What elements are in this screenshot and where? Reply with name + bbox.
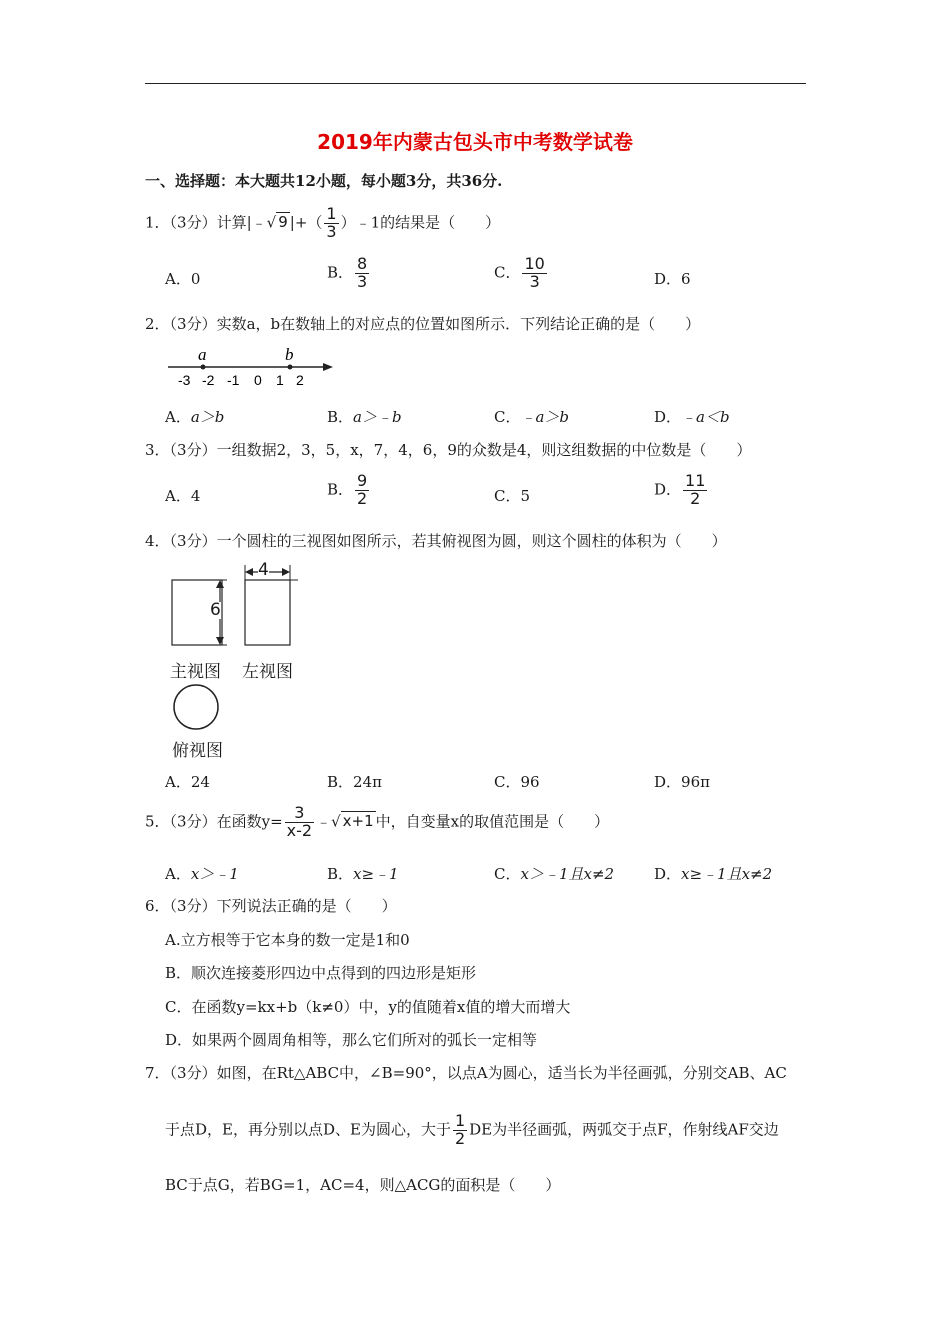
top-view-circle	[174, 685, 218, 729]
point-b-label: b	[285, 345, 294, 364]
point-a-label: a	[198, 345, 207, 364]
q5-text-mid: ﹣	[316, 812, 332, 831]
question-score: （3分）	[169, 532, 217, 550]
question-score: （3分）	[169, 315, 217, 333]
q4-option-d: D．96π	[654, 773, 710, 791]
q1-option-d: D．6	[654, 270, 691, 288]
q1-option-c: C． $\frac{10}{3}$	[494, 254, 545, 291]
q2-option-c: C．﹣a＞b	[494, 408, 570, 426]
q4-option-a: A．24	[165, 773, 210, 791]
question-score: （3分）	[169, 213, 217, 232]
q5-sqrt-arg: x+1	[342, 812, 374, 831]
left-view-label: 左视图	[242, 662, 293, 682]
q1-text-mid: |+（	[289, 213, 323, 232]
number-line-figure	[165, 343, 340, 391]
q3-option-a: A．4	[165, 487, 201, 505]
tick-label: 0	[254, 372, 262, 388]
q1-fraction: $\frac{1}{3}$	[326, 204, 337, 241]
dimension-height: 6	[210, 600, 221, 620]
question-7-line-2: 于点D，E，再分别以点D、E为圆心，大于 $\frac{1}{2}$ DE为半径画弧，两弧交于点F，作射线AF交边	[165, 1111, 779, 1148]
q6-option-c: C．在函数y=kx+b（k≠0）中，y的值随着x值的增大而增大	[165, 998, 571, 1016]
dimension-width: 4	[258, 560, 269, 580]
q3-option-b: B． $\frac{9}{2}$	[327, 471, 368, 508]
question-3-stem	[145, 439, 751, 460]
q1-text-post: ）﹣1的结果是（ ）	[340, 213, 501, 232]
q2-option-b: B．a＞﹣b	[327, 408, 402, 426]
q5-text-pre: 在函数y=	[216, 812, 283, 831]
question-number: 3．	[145, 441, 170, 459]
q4-option-c: C．96	[494, 773, 540, 791]
question-score: （3分）	[169, 897, 217, 915]
q1-text-pre: 计算|﹣	[216, 213, 267, 232]
question-1-stem	[145, 206, 500, 241]
tick-label: -2	[202, 372, 215, 388]
tick-label: -1	[227, 372, 240, 388]
question-number: 2．	[145, 315, 170, 333]
front-view-label: 主视图	[170, 662, 221, 682]
q6-option-d: D．如果两个圆周角相等，那么它们所对的弧长一定相等	[165, 1031, 538, 1049]
question-5-stem	[145, 805, 609, 840]
question-text: 实数a，b在数轴上的对应点的位置如图所示．下列结论正确的是（ ）	[216, 315, 701, 333]
sqrt-symbol: √ x+1	[331, 812, 374, 831]
question-score: （3分）	[169, 812, 217, 831]
q6-option-b: B．顺次连接菱形四边中点得到的四边形是矩形	[165, 964, 477, 982]
question-text: 下列说法正确的是（ ）	[216, 897, 397, 915]
question-number: 5．	[145, 812, 170, 831]
question-text: 一个圆柱的三视图如图所示，若其俯视图为圆，则这个圆柱的体积为（ ）	[216, 532, 727, 550]
sqrt-symbol: √ 9	[266, 213, 288, 232]
question-number: 1．	[145, 213, 170, 232]
q5-text-post: 中，自变量x的取值范围是（ ）	[375, 812, 610, 831]
question-2-stem	[145, 313, 700, 334]
question-6-stem	[145, 895, 397, 916]
top-view-label: 俯视图	[172, 741, 223, 761]
q5-fraction: $\frac{3}{x-2}$	[286, 803, 313, 840]
q4-option-b: B．24π	[327, 773, 382, 791]
q1-option-b: B． $\frac{8}{3}$	[327, 254, 368, 291]
q5-option-c: C．x＞﹣1且x≠2	[494, 865, 615, 883]
question-7-line-1: 7．（3分）如图，在Rt△ABC中，∠B=90°，以点A为圆心，适当长为半径画弧，分别交AB、AC	[145, 1064, 787, 1082]
q1-option-a: A．0	[165, 270, 201, 288]
q2-option-d: D．﹣a＜b	[654, 408, 730, 426]
left-view-rect	[245, 580, 290, 645]
q5-option-a: A．x＞﹣1	[165, 865, 239, 883]
question-score: （3分）	[169, 441, 217, 459]
q5-option-d: D．x≥﹣1且x≠2	[654, 865, 773, 883]
question-text: 一组数据2，3，5，x，7，4，6，9的众数是4，则这组数据的中位数是（ ）	[216, 441, 752, 459]
q3-option-d: D． $\frac{11}{2}$	[654, 471, 706, 508]
q5-option-b: B．x≥﹣1	[327, 865, 399, 883]
question-number: 4．	[145, 532, 170, 550]
tick-label: -3	[178, 372, 191, 388]
question-7-line-3: BC于点G，若BG=1，AC=4，则△ACG的面积是（ ）	[165, 1176, 561, 1194]
tick-label: 2	[296, 372, 304, 388]
page-title: 2019年内蒙古包头市中考数学试卷	[317, 130, 633, 154]
q6-option-a: A.立方根等于它本身的数一定是1和0	[165, 931, 410, 949]
q2-option-a: A．a＞b	[165, 408, 225, 426]
question-4-stem	[145, 530, 727, 551]
header-rule	[145, 83, 806, 84]
q1-sqrt-arg: 9	[278, 213, 288, 232]
section-heading: 一、选择题：本大题共12小题，每小题3分，共36分.	[145, 172, 503, 190]
q7-fraction: $\frac{1}{2}$	[454, 1111, 466, 1148]
tick-label: 1	[276, 372, 284, 388]
q3-option-c: C．5	[494, 487, 531, 505]
question-number: 6．	[145, 897, 170, 915]
